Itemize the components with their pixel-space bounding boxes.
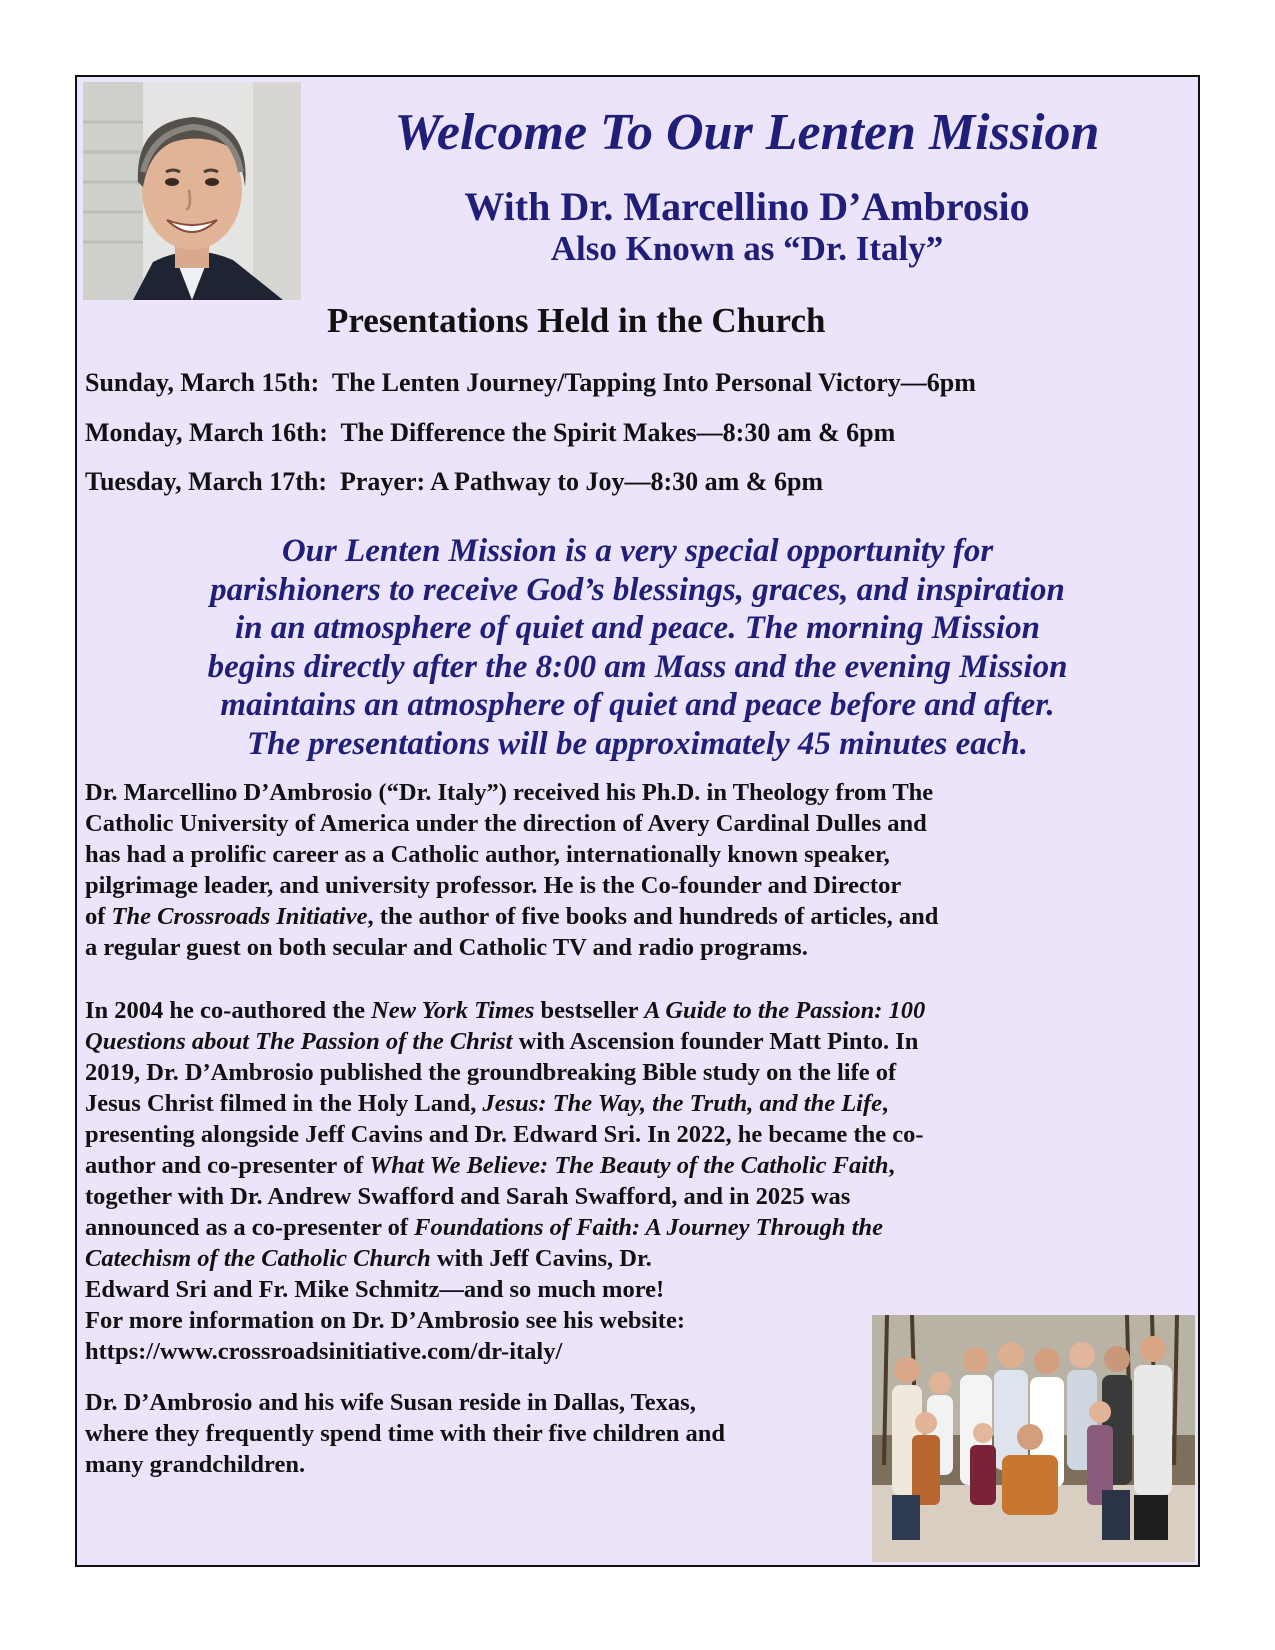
bio-line: In 2004 he co-authored the New York Times bestseller A Guide to the Passion: 100 — [85, 997, 926, 1024]
speaker-nickname: Also Known as “Dr. Italy” — [550, 229, 944, 268]
page-title: Welcome To Our Lenten Mission — [394, 104, 1100, 161]
bio-line: pilgrimage leader, and university professor. He is the Co-founder and Director — [85, 872, 902, 899]
portrait-photo — [83, 82, 301, 300]
bio-line: Questions about The Passion of the Christ with Ascension founder Matt Pinto. In — [85, 1028, 919, 1055]
bio-line: where they frequently spend time with their five children and — [85, 1420, 725, 1447]
mission-line: begins directly after the 8:00 am Mass and the evening Mission — [207, 648, 1068, 685]
bio-line: Jesus Christ filmed in the Holy Land, Jesus: The Way, the Truth, and the Life, — [85, 1090, 889, 1117]
bio-line: many grandchildren. — [85, 1451, 306, 1478]
website-link[interactable]: https://www.crossroadsinitiative.com/dr-italy/ — [85, 1338, 563, 1365]
mission-line: The presentations will be approximately 45 minutes each. — [246, 725, 1028, 762]
bio-paragraph-2 — [85, 995, 925, 1367]
bio-line: author and co-presenter of What We Believe: The Beauty of the Catholic Faith, — [85, 1152, 895, 1179]
bio-paragraph-3 — [85, 1387, 725, 1480]
bio-line: Dr. Marcellino D’Ambrosio (“Dr. Italy”) received his Ph.D. in Theology from The — [85, 779, 934, 806]
bio-line: Edward Sri and Fr. Mike Schmitz—and so much more! — [85, 1276, 665, 1303]
bio-line: a regular guest on both secular and Catholic TV and radio programs. — [85, 934, 808, 961]
schedule-item-tuesday: Tuesday, March 17th: Prayer: A Pathway to Joy—8:30 am & 6pm — [85, 467, 824, 496]
mission-line: parishioners to receive God’s blessings, graces, and inspiration — [210, 571, 1065, 608]
presentations-heading: Presentations Held in the Church — [327, 301, 826, 340]
bio-paragraph-1 — [85, 777, 938, 963]
flyer — [75, 75, 1200, 1567]
bio-line: Catechism of the Catholic Church with Jeff Cavins, Dr. — [85, 1245, 652, 1272]
bio-line: 2019, Dr. D’Ambrosio published the groundbreaking Bible study on the life of — [85, 1059, 897, 1086]
schedule-item-monday: Monday, March 16th: The Difference the Spirit Makes—8:30 am & 6pm — [85, 418, 896, 447]
bio-line: of The Crossroads Initiative, the author of five books and hundreds of articles, and — [85, 903, 939, 930]
bio-line: has had a prolific career as a Catholic author, internationally known speaker, — [85, 841, 890, 868]
mission-statement — [77, 532, 1198, 764]
bio-line: announced as a co-presenter of Foundations of Faith: A Journey Through the — [85, 1214, 883, 1241]
bio-line: Dr. D’Ambrosio and his wife Susan reside in Dallas, Texas, — [85, 1389, 696, 1416]
family-photo — [872, 1315, 1195, 1562]
bio-line: presenting alongside Jeff Cavins and Dr. Edward Sri. In 2022, he became the co- — [85, 1121, 924, 1148]
bio-line: For more information on Dr. D’Ambrosio see his website: — [85, 1307, 685, 1334]
bio-line: Catholic University of America under the direction of Avery Cardinal Dulles and — [85, 810, 927, 837]
mission-line: Our Lenten Mission is a very special opportunity for — [281, 533, 994, 569]
schedule-item-sunday: Sunday, March 15th: The Lenten Journey/Tapping Into Personal Victory—6pm — [85, 368, 976, 397]
bio-line: together with Dr. Andrew Swafford and Sarah Swafford, and in 2025 was — [85, 1183, 851, 1210]
mission-line: in an atmosphere of quiet and peace. The morning Mission — [235, 610, 1040, 647]
speaker-subtitle: With Dr. Marcellino D’Ambrosio — [464, 184, 1030, 229]
mission-line: maintains an atmosphere of quiet and peace before and after. — [220, 687, 1055, 724]
